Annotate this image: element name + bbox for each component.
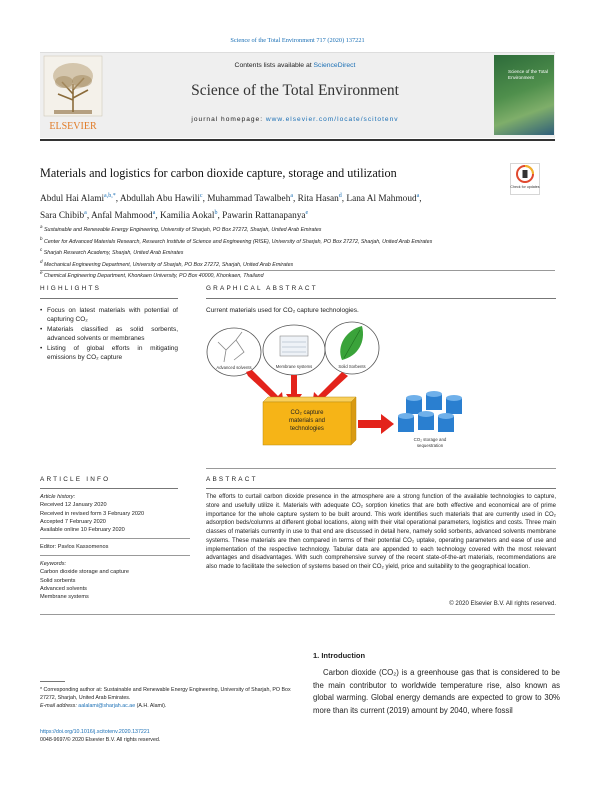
affiliation-item bbox=[40, 235, 555, 247]
history-item: Available online 10 February 2020 bbox=[40, 527, 125, 534]
affiliation-marker: c bbox=[40, 247, 43, 253]
box-label-3: technologies bbox=[290, 426, 324, 432]
elsevier-tree-icon bbox=[42, 54, 104, 134]
footnote-marker: * bbox=[40, 687, 43, 693]
author-affiliation-marker[interactable]: a,b,* bbox=[104, 193, 116, 199]
author-affiliation-marker[interactable]: a bbox=[152, 209, 156, 216]
author-separator: , bbox=[217, 210, 223, 221]
box-label-2: materials and bbox=[288, 418, 326, 424]
article-title: Materials and logistics for carbon dioxide capture, storage and utilization bbox=[40, 166, 397, 180]
author-name[interactable]: Lana Al Mahmoud bbox=[346, 194, 417, 205]
sciencedirect-link[interactable]: ScienceDirect bbox=[313, 62, 356, 69]
journal-title: Science of the Total Environment bbox=[191, 82, 399, 99]
article-info bbox=[40, 493, 190, 602]
author-name[interactable]: Anfal Mahmood bbox=[90, 210, 153, 221]
rights-line: 0048-9697/© 2020 Elsevier B.V. All rights reserved. bbox=[40, 737, 161, 743]
storage-label-1: CO₂ storage and bbox=[413, 437, 447, 442]
highlight-item: • Materials classified as solid sorbents, advanced solvents or membranes bbox=[40, 325, 178, 343]
contents-prefix: Contents lists available at bbox=[234, 62, 314, 69]
author-affiliation-marker[interactable]: a bbox=[84, 209, 87, 216]
homepage-prefix: journal homepage: bbox=[191, 116, 266, 123]
highlight-item: • Listing of global efforts in mitigating emissions by CO₂ capture bbox=[40, 344, 178, 362]
affiliation-text: Mechanical Engineering Department, University of Sharjah, PO Box 27272, Sharjah, United Arab Emirates bbox=[44, 261, 294, 268]
keyword-item: Carbon dioxide storage and capture bbox=[40, 569, 129, 576]
email-label: E-mail address: bbox=[40, 703, 79, 709]
keyword-item: Membrane systems bbox=[40, 594, 89, 601]
history-label: Article history: bbox=[40, 494, 76, 500]
affiliation-marker: a bbox=[40, 224, 43, 229]
article-info-rule bbox=[40, 488, 178, 489]
highlights-list bbox=[40, 306, 178, 363]
doi-link[interactable]: https://doi.org/10.1016/j.scitotenv.2020.137221 bbox=[40, 729, 150, 735]
affiliation-item bbox=[40, 246, 555, 258]
author-affiliation-marker[interactable]: c bbox=[199, 193, 203, 199]
elsevier-logo bbox=[42, 54, 104, 134]
advanced-solvents-label: Advanced solvents bbox=[216, 365, 252, 370]
author-affiliation-marker[interactable]: b bbox=[214, 209, 218, 216]
footnote-text: Corresponding author at: Sustainable and Renewable Energy Engineering, University of Sharjah, PO Box 27272, Sharjah, United Arab Emirates. bbox=[40, 687, 291, 701]
email-suffix: (A.H. Alami). bbox=[135, 703, 167, 709]
doi-block bbox=[40, 728, 300, 744]
capture-technology-box bbox=[263, 397, 356, 445]
journal-cover-image bbox=[494, 55, 554, 135]
affiliations bbox=[40, 223, 555, 281]
storage-label-2: sequestration bbox=[416, 443, 444, 448]
cover-title: Science of the Total Environment bbox=[508, 69, 549, 80]
author-name[interactable]: Muhammad Tawalbeh bbox=[207, 194, 291, 205]
author-name[interactable]: Abdullah Abu Hawili bbox=[119, 194, 200, 205]
author-name[interactable]: Abdul Hai Alami bbox=[40, 194, 105, 205]
info-divider bbox=[40, 538, 190, 539]
header-divider bbox=[40, 139, 555, 141]
editor-line: Editor: Pavlos Kassomenos bbox=[40, 544, 109, 551]
author-separator: , bbox=[115, 194, 120, 205]
affiliation-item bbox=[40, 269, 555, 281]
corresponding-author-footnote bbox=[40, 686, 300, 710]
history-item: Accepted 7 February 2020 bbox=[40, 518, 106, 525]
author-separator: , bbox=[341, 194, 347, 205]
membrane-systems-label: Membrane systems bbox=[275, 364, 313, 369]
author-list bbox=[40, 190, 560, 223]
graphical-abstract-figure bbox=[206, 320, 486, 458]
highlight-item: • Focus on latest materials with potential of capturing CO₂ bbox=[40, 306, 178, 324]
keyword-item: Solid sorbents bbox=[40, 577, 76, 584]
author-separator: , bbox=[202, 194, 208, 205]
keywords-label: Keywords: bbox=[40, 561, 67, 568]
highlights-heading: HIGHLIGHTS bbox=[40, 285, 102, 292]
graphical-abstract-bottom-rule bbox=[206, 468, 556, 469]
affiliation-text: Center for Advanced Materials Research, Research Institute of Science and Engineering (RISE), University of Sharjah, PO Box 27272, Sharjah, United Arab Emirates bbox=[44, 238, 433, 245]
advanced-solvents-node bbox=[207, 328, 261, 376]
affiliation-item bbox=[40, 258, 555, 270]
author-separator: , bbox=[419, 194, 422, 205]
author-name[interactable]: Sara Chibib bbox=[40, 210, 85, 221]
author-name[interactable]: Kamilia Aokal bbox=[160, 210, 215, 221]
check-badge-text: Check for updates bbox=[510, 185, 540, 189]
footnote-rule bbox=[40, 681, 65, 682]
homepage-link[interactable]: www.elsevier.com/locate/scitotenv bbox=[265, 116, 399, 123]
author-email-link[interactable]: aalalami@sharjah.ac.ae bbox=[78, 703, 136, 709]
affiliation-text: Sharjah Research Academy, Sharjah, United Arab Emirates bbox=[43, 249, 184, 256]
introduction-text: Carbon dioxide (CO₂) is a greenhouse gas that is considered to be the main contributor to worldwide temperature rise, also known as global warming. Global energy demands are expected to grow to 30% more than its current (2019) amount by 2040, where fossil bbox=[313, 668, 560, 715]
solid-sorbents-label: Solid Sorbents bbox=[338, 364, 366, 369]
contents-line bbox=[105, 62, 485, 69]
storage-tanks-icon bbox=[398, 391, 462, 448]
affiliation-divider bbox=[40, 270, 555, 271]
author-affiliation-marker[interactable]: a bbox=[416, 193, 420, 199]
affiliation-marker: b bbox=[40, 235, 43, 241]
graphical-abstract-heading: GRAPHICAL ABSTRACT bbox=[206, 285, 318, 292]
author-separator: , bbox=[155, 210, 161, 221]
solid-sorbents-node bbox=[325, 322, 379, 374]
abstract-rule bbox=[206, 488, 556, 489]
info-divider bbox=[40, 555, 190, 556]
affiliation-marker: e bbox=[40, 270, 43, 276]
journal-homepage bbox=[105, 116, 485, 123]
author-name[interactable]: Rita Hasan bbox=[297, 194, 339, 205]
affiliation-item bbox=[40, 223, 555, 235]
history-item: Received 12 January 2020 bbox=[40, 502, 107, 509]
keyword-item: Advanced solvents bbox=[40, 586, 87, 593]
affiliation-marker: d bbox=[40, 258, 43, 264]
history-item: Received in revised form 3 February 2020 bbox=[40, 510, 145, 517]
abstract-text: The efforts to curtail carbon dioxide presence in the atmosphere are a strong function of the available technologies to capture, store and usefully utilize it. Materials with adequate CO₂ sorption kinetics that are both effective and economical are of prime importance for the whole capture system to be built around. This work identifies such materials that are currently used in CO₂ adsorption beds/columns at different global locations, along with their vital operational parameters, logistics and costs. Three main classes of materials currently in use to that end are discussed in detail here, namely solid sorbents, advanced solvents membrane systems. These materials are then compared in terms of their potential CO₂ uptake, operating parameters and ease of use and implementation of the respective technology. Tabular data are appended to each technology covered with the most relevant advantages and disadvantages. With such comprehensive survey of the recent state-of-the-art materials, recommendations are also made to facilitate the selection of systems based on their CO₂ yield, price and suitability to the geographical location. bbox=[206, 494, 556, 570]
author-separator: , bbox=[293, 194, 298, 205]
affiliation-text: Sustainable and Renewable Energy Engineering, University of Sharjah, PO Box 27272, Sharjah, United Arab Emirates bbox=[44, 226, 322, 233]
abstract-heading: ABSTRACT bbox=[206, 476, 258, 483]
author-affiliation-marker[interactable]: d bbox=[338, 193, 342, 199]
highlights-rule bbox=[40, 298, 178, 299]
author-affiliation-marker[interactable]: e bbox=[305, 209, 309, 216]
author-name[interactable]: Pawarin Rattanapanya bbox=[222, 210, 306, 221]
abstract-bottom-rule bbox=[40, 614, 555, 615]
graphical-abstract-rule bbox=[206, 298, 556, 299]
author-affiliation-marker[interactable]: a bbox=[290, 193, 294, 199]
author-separator: , bbox=[86, 210, 91, 221]
membrane-systems-node bbox=[263, 325, 325, 375]
arrow-to-storage bbox=[358, 414, 394, 434]
box-label-1: CO₂ capture bbox=[290, 410, 324, 416]
journal-citation[interactable]: Science of the Total Environment 717 (2020) 137221 bbox=[230, 37, 365, 44]
abstract-copyright: © 2020 Elsevier B.V. All rights reserved. bbox=[449, 601, 556, 607]
graphical-abstract-caption: Current materials used for CO₂ capture technologies. bbox=[206, 307, 359, 314]
introduction-heading: 1. Introduction bbox=[313, 651, 366, 660]
affiliation-text: Chemical Engineering Department, Khonkaen University, PO Box 40000, Khonkaen, Thailand bbox=[44, 273, 264, 280]
article-info-heading: ARTICLE INFO bbox=[40, 476, 111, 483]
elsevier-wordmark: ELSEVIER bbox=[49, 121, 97, 132]
